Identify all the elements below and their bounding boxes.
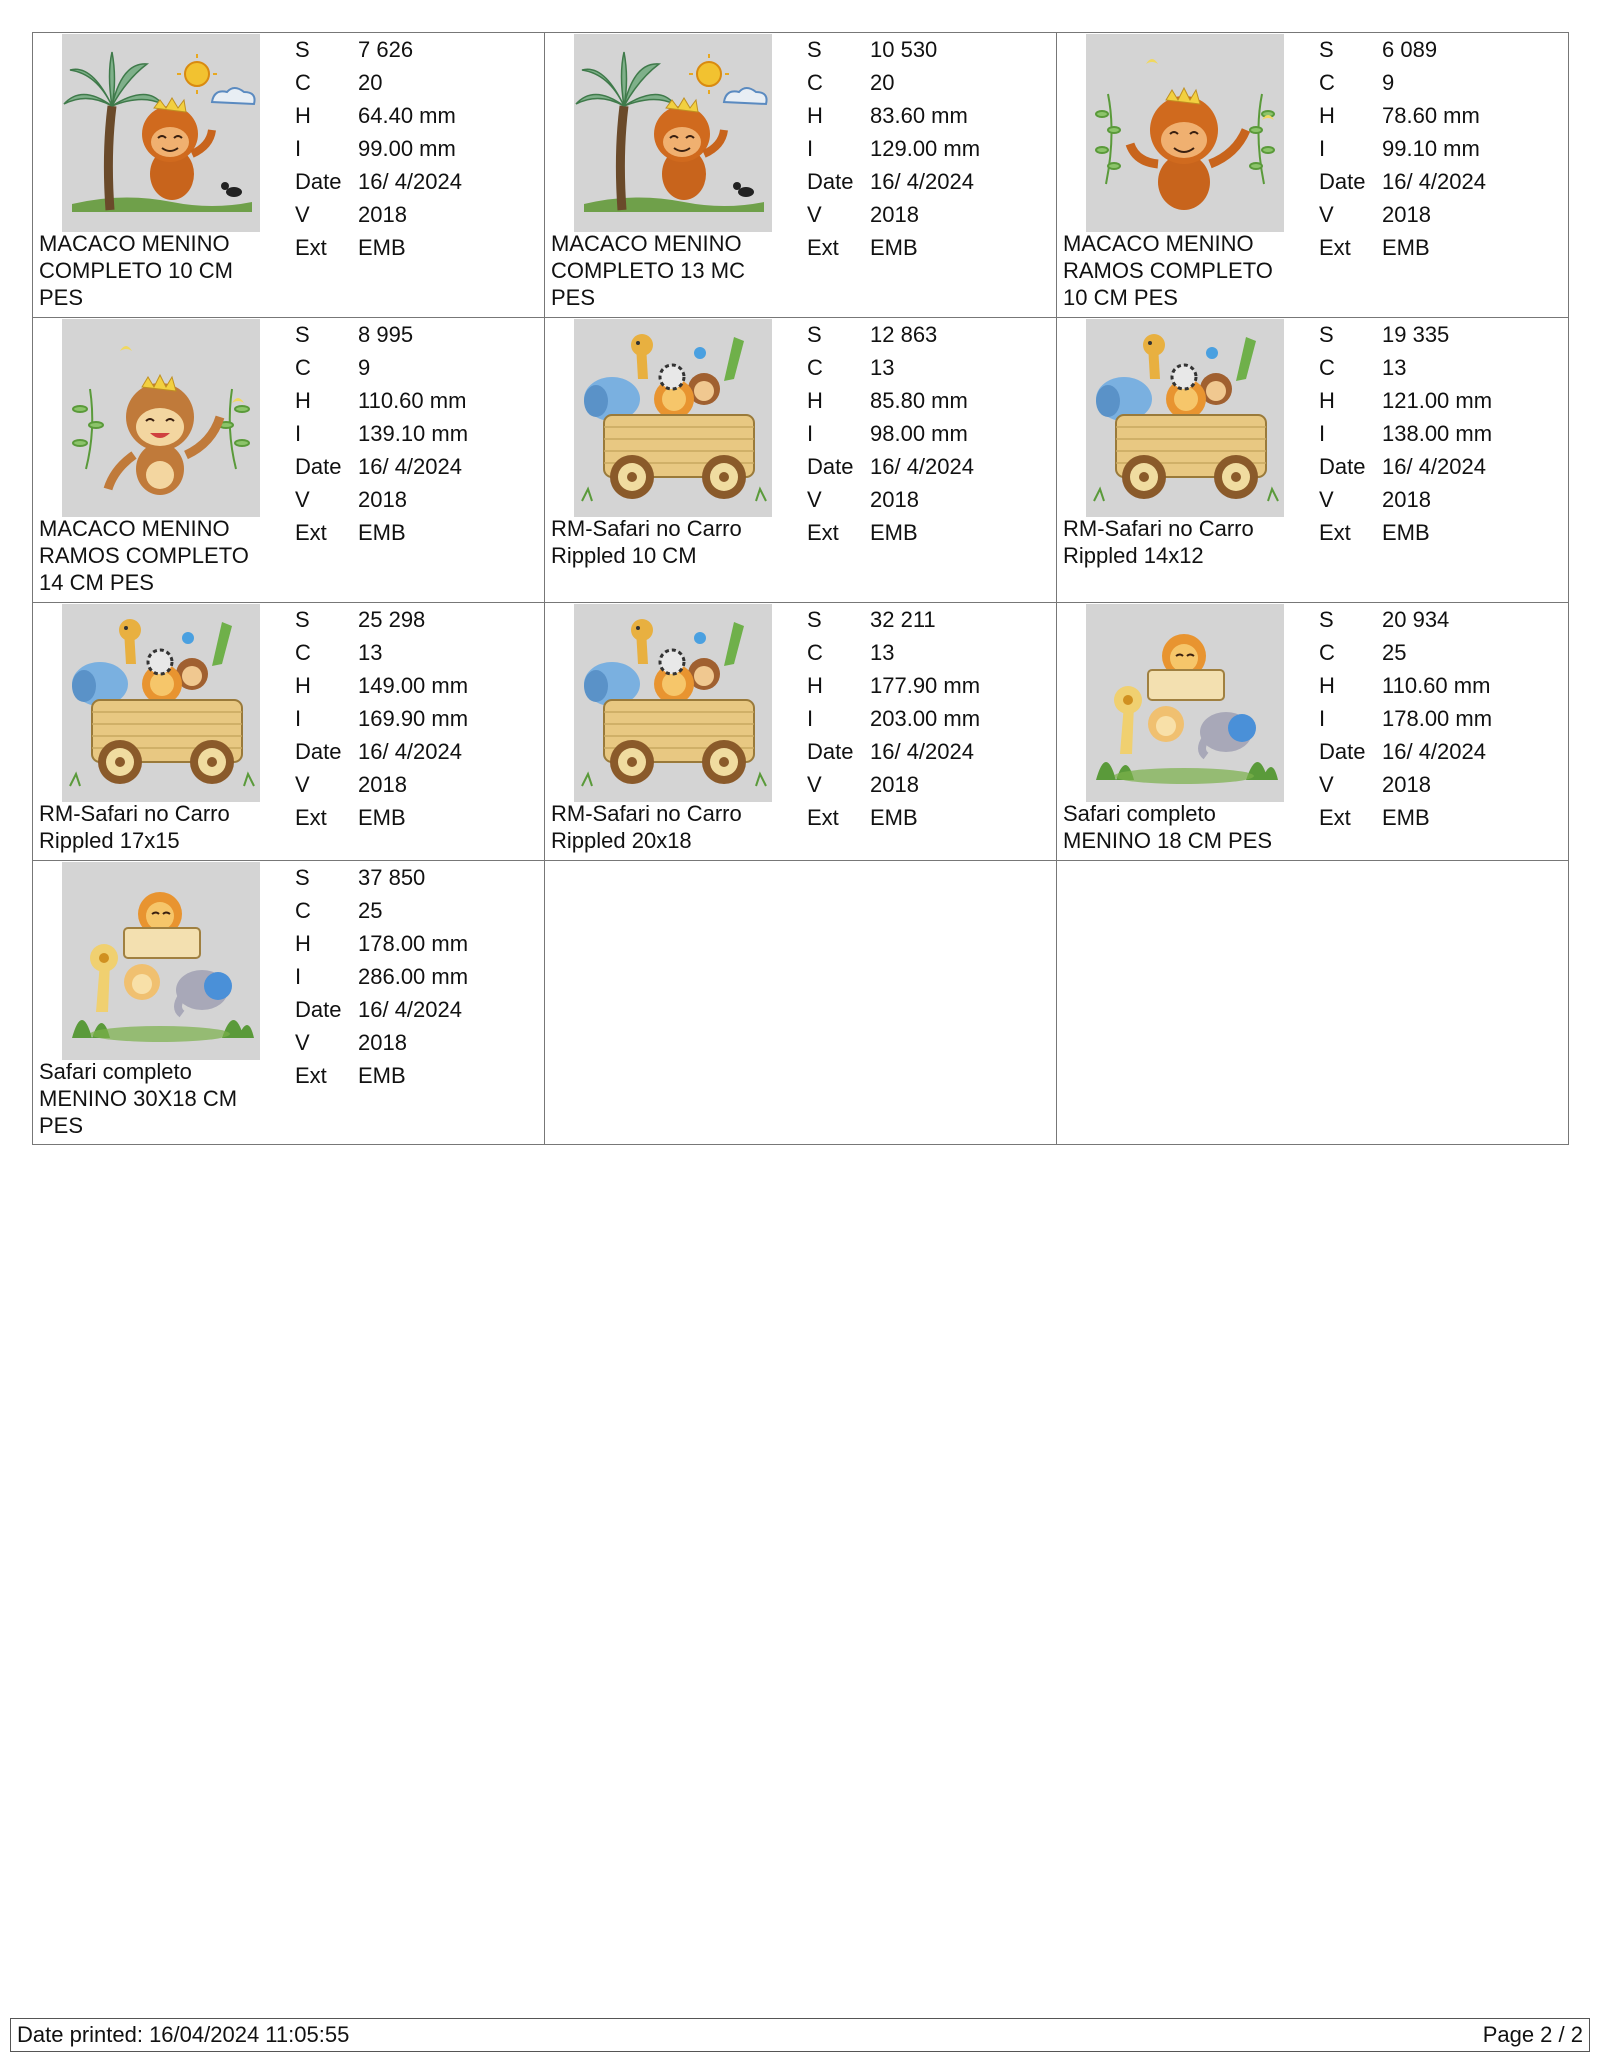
design-card xyxy=(33,33,545,318)
spec-row-v xyxy=(295,199,462,232)
design-name: Safari completo MENINO 30X18 CM PES xyxy=(39,1059,238,1138)
design-thumbnail xyxy=(62,862,260,1060)
spec-value: EMB xyxy=(870,805,918,830)
spec-label: Date xyxy=(807,169,854,194)
spec-value: 16/ 4/2024 xyxy=(358,997,462,1022)
spec-label: H xyxy=(807,103,823,128)
spec-value: 13 xyxy=(870,355,895,380)
spec-row-ext xyxy=(807,517,974,550)
spec-label: S xyxy=(1319,37,1334,62)
spec-label: Ext xyxy=(295,1063,327,1088)
design-specs xyxy=(807,604,980,835)
spec-row-c xyxy=(807,352,974,385)
spec-label: I xyxy=(295,136,302,161)
spec-label: H xyxy=(807,388,823,413)
spec-row-i xyxy=(295,703,468,736)
spec-label: V xyxy=(295,1030,310,1055)
spec-value: 9 xyxy=(1382,70,1395,95)
design-thumbnail xyxy=(1086,319,1284,517)
spec-label: V xyxy=(1319,487,1334,512)
spec-row-h xyxy=(295,670,468,703)
design-thumbnail xyxy=(62,319,260,517)
design-specs xyxy=(1319,604,1492,835)
spec-row-c xyxy=(1319,637,1492,670)
spec-label: S xyxy=(295,322,310,347)
design-card xyxy=(33,318,545,603)
spec-row-i xyxy=(1319,133,1486,166)
spec-value: 37 850 xyxy=(358,865,426,890)
spec-label: V xyxy=(807,772,822,797)
spec-label: C xyxy=(1319,355,1335,380)
spec-value: EMB xyxy=(1382,520,1430,545)
design-thumbnail xyxy=(62,34,260,232)
spec-value: 10 530 xyxy=(870,37,938,62)
spec-label: V xyxy=(295,487,310,512)
spec-label: I xyxy=(807,706,814,731)
spec-row-date xyxy=(295,451,468,484)
design-name: Safari completo MENINO 18 CM PES xyxy=(1063,801,1273,853)
spec-row-c xyxy=(295,637,468,670)
spec-label: I xyxy=(295,421,302,446)
design-card xyxy=(545,318,1057,603)
design-name: MACACO MENINO COMPLETO 10 CM PES xyxy=(39,231,233,310)
spec-label: V xyxy=(1319,202,1334,227)
spec-value: 16/ 4/2024 xyxy=(1382,169,1486,194)
spec-row-c xyxy=(807,637,980,670)
spec-label: C xyxy=(1319,640,1335,665)
spec-label: C xyxy=(807,640,823,665)
spec-value: 2018 xyxy=(358,487,407,512)
spec-value: EMB xyxy=(358,805,406,830)
design-card xyxy=(1057,603,1569,861)
spec-label: H xyxy=(295,103,311,128)
spec-label: Date xyxy=(295,997,342,1022)
spec-value: 2018 xyxy=(358,772,407,797)
spec-label: H xyxy=(1319,103,1335,128)
spec-row-h xyxy=(295,100,462,133)
spec-row-h xyxy=(1319,385,1492,418)
spec-label: C xyxy=(295,355,311,380)
design-grid xyxy=(32,32,1569,1145)
spec-value: 85.80 mm xyxy=(870,388,968,413)
spec-value: 83.60 mm xyxy=(870,103,968,128)
spec-row-ext xyxy=(295,517,468,550)
spec-label: H xyxy=(1319,673,1335,698)
spec-row-s xyxy=(295,604,468,637)
spec-value: 178.00 mm xyxy=(1382,706,1493,731)
spec-value: 178.00 mm xyxy=(358,931,469,956)
design-specs xyxy=(1319,319,1492,550)
spec-value: 13 xyxy=(358,640,383,665)
spec-row-s xyxy=(1319,319,1492,352)
spec-label: Date xyxy=(295,454,342,479)
design-card xyxy=(1057,318,1569,603)
spec-value: 16/ 4/2024 xyxy=(870,739,974,764)
spec-row-date xyxy=(1319,166,1486,199)
spec-value: 13 xyxy=(870,640,895,665)
design-name: RM-Safari no Carro Rippled 17x15 xyxy=(39,801,230,853)
spec-value: EMB xyxy=(870,520,918,545)
spec-label: Ext xyxy=(295,805,327,830)
design-specs xyxy=(295,34,462,265)
spec-value: 13 xyxy=(1382,355,1407,380)
spec-row-v xyxy=(807,769,980,802)
spec-row-v xyxy=(295,769,468,802)
design-name: MACACO MENINO RAMOS COMPLETO 14 CM PES xyxy=(39,516,249,595)
spec-value: EMB xyxy=(1382,235,1430,260)
spec-label: C xyxy=(295,898,311,923)
spec-label: I xyxy=(295,964,302,989)
spec-label: C xyxy=(295,70,311,95)
design-card xyxy=(33,603,545,861)
spec-label: Date xyxy=(295,169,342,194)
spec-label: S xyxy=(295,607,310,632)
spec-row-c xyxy=(1319,352,1492,385)
spec-label: V xyxy=(295,202,310,227)
design-thumbnail xyxy=(574,604,772,802)
spec-label: H xyxy=(807,673,823,698)
spec-value: 20 934 xyxy=(1382,607,1450,632)
spec-value: 16/ 4/2024 xyxy=(358,454,462,479)
spec-label: I xyxy=(1319,706,1326,731)
spec-row-ext xyxy=(1319,517,1492,550)
spec-row-h xyxy=(1319,670,1492,703)
spec-value: 16/ 4/2024 xyxy=(1382,454,1486,479)
spec-label: Ext xyxy=(807,805,839,830)
spec-row-i xyxy=(807,418,974,451)
design-specs xyxy=(807,319,974,550)
spec-row-i xyxy=(1319,703,1492,736)
spec-label: C xyxy=(807,70,823,95)
spec-value: 78.60 mm xyxy=(1382,103,1480,128)
spec-value: 2018 xyxy=(358,202,407,227)
spec-value: 110.60 mm xyxy=(358,388,467,413)
spec-row-v xyxy=(1319,769,1492,802)
design-card xyxy=(545,33,1057,318)
design-thumbnail xyxy=(1086,34,1284,232)
design-specs xyxy=(1319,34,1486,265)
design-specs xyxy=(807,34,980,265)
design-thumbnail xyxy=(62,604,260,802)
spec-value: 169.90 mm xyxy=(358,706,469,731)
spec-row-date xyxy=(1319,451,1492,484)
spec-value: 7 626 xyxy=(358,37,414,62)
spec-label: Date xyxy=(807,454,854,479)
spec-row-h xyxy=(1319,100,1486,133)
design-card xyxy=(33,861,545,1145)
spec-row-ext xyxy=(1319,232,1486,265)
design-thumbnail xyxy=(1086,604,1284,802)
spec-row-s xyxy=(807,319,974,352)
spec-row-date xyxy=(295,736,468,769)
spec-row-date xyxy=(807,166,980,199)
spec-value: 9 xyxy=(358,355,371,380)
spec-label: I xyxy=(1319,421,1326,446)
spec-row-h xyxy=(807,385,974,418)
spec-row-s xyxy=(295,862,468,895)
spec-value: 25 xyxy=(1382,640,1407,665)
spec-value: 99.10 mm xyxy=(1382,136,1480,161)
spec-value: 203.00 mm xyxy=(870,706,981,731)
spec-value: 16/ 4/2024 xyxy=(870,454,974,479)
empty-card xyxy=(545,861,1057,1145)
spec-label: H xyxy=(295,388,311,413)
spec-value: 121.00 mm xyxy=(1382,388,1493,413)
spec-label: I xyxy=(807,421,814,446)
spec-row-date xyxy=(807,736,980,769)
spec-value: EMB xyxy=(1382,805,1430,830)
spec-label: Ext xyxy=(807,520,839,545)
spec-value: 16/ 4/2024 xyxy=(870,169,974,194)
spec-row-ext xyxy=(295,802,468,835)
spec-row-i xyxy=(807,703,980,736)
spec-row-s xyxy=(1319,34,1486,67)
spec-label: V xyxy=(295,772,310,797)
spec-row-c xyxy=(1319,67,1486,100)
spec-label: S xyxy=(1319,322,1334,347)
spec-value: 20 xyxy=(870,70,895,95)
spec-value: 16/ 4/2024 xyxy=(358,169,462,194)
spec-row-ext xyxy=(807,232,980,265)
spec-value: 25 xyxy=(358,898,383,923)
spec-value: 129.00 mm xyxy=(870,136,981,161)
spec-value: EMB xyxy=(870,235,918,260)
spec-row-s xyxy=(295,319,468,352)
spec-label: C xyxy=(807,355,823,380)
spec-label: S xyxy=(807,322,822,347)
spec-value: 25 298 xyxy=(358,607,426,632)
spec-label: S xyxy=(295,865,310,890)
spec-value: 16/ 4/2024 xyxy=(1382,739,1486,764)
spec-row-h xyxy=(807,670,980,703)
spec-label: S xyxy=(807,37,822,62)
spec-row-i xyxy=(295,418,468,451)
spec-row-i xyxy=(1319,418,1492,451)
spec-label: Ext xyxy=(295,520,327,545)
spec-row-h xyxy=(295,385,468,418)
spec-label: S xyxy=(1319,607,1334,632)
spec-value: 110.60 mm xyxy=(1382,673,1491,698)
spec-label: Ext xyxy=(1319,520,1351,545)
spec-row-ext xyxy=(1319,802,1492,835)
spec-value: 2018 xyxy=(870,202,919,227)
spec-row-date xyxy=(295,166,462,199)
spec-label: C xyxy=(295,640,311,665)
spec-value: 139.10 mm xyxy=(358,421,469,446)
spec-row-date xyxy=(807,451,974,484)
spec-value: 138.00 mm xyxy=(1382,421,1493,446)
spec-value: 2018 xyxy=(1382,487,1431,512)
empty-card xyxy=(1057,861,1569,1145)
design-thumbnail xyxy=(574,34,772,232)
spec-row-c xyxy=(295,352,468,385)
spec-row-h xyxy=(807,100,980,133)
spec-value: 2018 xyxy=(1382,202,1431,227)
spec-row-v xyxy=(295,1027,468,1060)
spec-value: 16/ 4/2024 xyxy=(358,739,462,764)
spec-row-ext xyxy=(295,1060,468,1093)
spec-label: Ext xyxy=(1319,805,1351,830)
design-name: RM-Safari no Carro Rippled 20x18 xyxy=(551,801,742,853)
spec-row-h xyxy=(295,928,468,961)
spec-value: 149.00 mm xyxy=(358,673,469,698)
design-name: MACACO MENINO COMPLETO 13 MC PES xyxy=(551,231,745,310)
spec-row-c xyxy=(295,895,468,928)
spec-row-date xyxy=(295,994,468,1027)
spec-row-v xyxy=(807,484,974,517)
spec-label: V xyxy=(1319,772,1334,797)
spec-row-c xyxy=(295,67,462,100)
spec-value: EMB xyxy=(358,235,406,260)
spec-label: I xyxy=(807,136,814,161)
page-footer xyxy=(10,2018,1590,2052)
design-name: MACACO MENINO RAMOS COMPLETO 10 CM PES xyxy=(1063,231,1273,310)
spec-value: 2018 xyxy=(358,1030,407,1055)
spec-row-s xyxy=(807,34,980,67)
spec-value: EMB xyxy=(358,1063,406,1088)
spec-row-c xyxy=(807,67,980,100)
spec-label: H xyxy=(295,673,311,698)
spec-row-v xyxy=(295,484,468,517)
spec-row-ext xyxy=(295,232,462,265)
spec-label: Ext xyxy=(1319,235,1351,260)
page-number: Page 2 / 2 xyxy=(1482,2022,1583,2047)
spec-row-ext xyxy=(807,802,980,835)
spec-row-v xyxy=(1319,484,1492,517)
spec-label: V xyxy=(807,487,822,512)
design-name: RM-Safari no Carro Rippled 10 CM xyxy=(551,516,742,568)
spec-value: 2018 xyxy=(1382,772,1431,797)
design-specs xyxy=(295,319,468,550)
spec-label: Ext xyxy=(807,235,839,260)
spec-value: 98.00 mm xyxy=(870,421,968,446)
spec-label: Ext xyxy=(295,235,327,260)
spec-label: I xyxy=(295,706,302,731)
spec-label: Date xyxy=(295,739,342,764)
spec-value: 32 211 xyxy=(870,607,936,632)
spec-label: Date xyxy=(1319,169,1366,194)
spec-row-i xyxy=(295,133,462,166)
spec-row-s xyxy=(1319,604,1492,637)
spec-label: Date xyxy=(807,739,854,764)
design-name: RM-Safari no Carro Rippled 14x12 xyxy=(1063,516,1254,568)
design-card xyxy=(1057,33,1569,318)
spec-value: 2018 xyxy=(870,487,919,512)
spec-value: 64.40 mm xyxy=(358,103,456,128)
date-printed: Date printed: 16/04/2024 11:05:55 xyxy=(17,2022,350,2047)
spec-label: I xyxy=(1319,136,1326,161)
spec-value: EMB xyxy=(358,520,406,545)
spec-row-s xyxy=(295,34,462,67)
spec-value: 8 995 xyxy=(358,322,414,347)
spec-value: 6 089 xyxy=(1382,37,1438,62)
spec-value: 2018 xyxy=(870,772,919,797)
design-thumbnail xyxy=(574,319,772,517)
spec-value: 99.00 mm xyxy=(358,136,456,161)
spec-label: S xyxy=(807,607,822,632)
spec-row-i xyxy=(295,961,468,994)
spec-label: C xyxy=(1319,70,1335,95)
design-specs xyxy=(295,862,468,1093)
spec-row-v xyxy=(1319,199,1486,232)
spec-label: Date xyxy=(1319,739,1366,764)
spec-value: 177.90 mm xyxy=(870,673,981,698)
spec-row-i xyxy=(807,133,980,166)
spec-label: H xyxy=(1319,388,1335,413)
spec-label: H xyxy=(295,931,311,956)
spec-label: Date xyxy=(1319,454,1366,479)
spec-row-s xyxy=(807,604,980,637)
spec-row-date xyxy=(1319,736,1492,769)
spec-label: V xyxy=(807,202,822,227)
spec-value: 19 335 xyxy=(1382,322,1450,347)
design-card xyxy=(545,603,1057,861)
spec-value: 286.00 mm xyxy=(358,964,469,989)
spec-label: S xyxy=(295,37,310,62)
spec-value: 12 863 xyxy=(870,322,938,347)
design-specs xyxy=(295,604,468,835)
spec-value: 20 xyxy=(358,70,383,95)
spec-row-v xyxy=(807,199,980,232)
